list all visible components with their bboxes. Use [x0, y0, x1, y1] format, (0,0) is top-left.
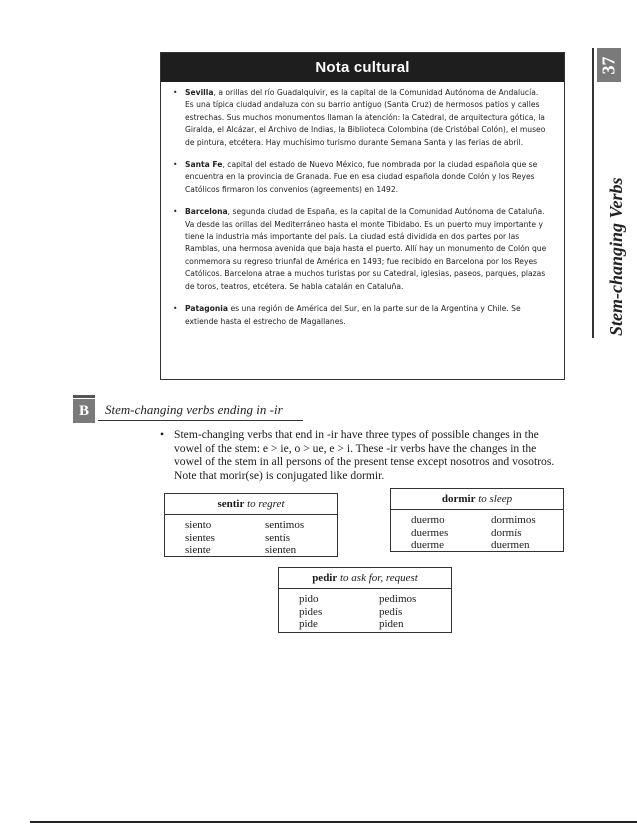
form-nosotros: dormimos: [491, 514, 536, 526]
page-bottom-rule: [30, 821, 637, 823]
conjugation-table-pedir: [278, 567, 452, 633]
side-divider: [592, 48, 594, 338]
chapter-number: 37: [598, 56, 619, 74]
nota-item-term: Santa Fe: [185, 160, 223, 170]
form-ellos: piden: [379, 618, 404, 631]
chapter-title: Stem-changing Verbs: [606, 177, 626, 336]
verb-meaning: to regret: [247, 498, 285, 510]
form-vosotros: sentís: [265, 531, 291, 544]
nota-item-text: , capital del estado de Nuevo México, fue nombrada por la ciudad española que se encuentra en la provincia de Granada. Fue en esa ciudad española donde Colón y los Reyes Católicos firmaron los convenios (agreements) en 1492.: [185, 160, 538, 194]
form-nosotros: pedimos: [379, 593, 417, 605]
form-yo: duermo: [411, 514, 445, 526]
form-el: siente: [185, 544, 211, 557]
nota-item-barcelona: [173, 206, 548, 293]
section-title: Stem-changing verbs ending in -ir: [105, 402, 283, 417]
plural-forms: [491, 514, 536, 552]
section-marker-bar: [73, 395, 95, 398]
bullet-icon: •: [173, 160, 178, 170]
plural-forms: [265, 519, 304, 557]
form-tu: sientes: [185, 531, 215, 544]
table-header: [279, 568, 451, 589]
verb-meaning: to ask for, request: [340, 572, 418, 584]
form-el: pide: [299, 618, 318, 631]
bullet-icon: •: [173, 207, 178, 217]
bullet-icon: •: [173, 304, 178, 314]
table-header: [165, 494, 337, 515]
nota-item-sevilla: [173, 87, 548, 149]
table-header: [391, 489, 563, 510]
section-explanation-text: Stem-changing verbs that end in -ir have three types of possible changes in the vowel of the stem: e > ie, o > ue, e > i. These -ir verbs have the changes in the vowel of the stem in all persons of the present tense except nosotros and vosotros. Note that morir(se) is conjugated like dormir.: [174, 428, 555, 482]
nota-item-patagonia: [173, 303, 548, 328]
bullet-icon: •: [160, 428, 165, 441]
nota-cultural-box: [160, 52, 565, 380]
singular-forms: [299, 593, 322, 631]
form-ellos: duermen: [491, 539, 530, 552]
nota-cultural-title: Nota cultural: [161, 53, 564, 82]
conjugation-table-sentir: [164, 493, 338, 557]
form-el: duerme: [411, 539, 444, 552]
nota-item-term: Barcelona: [185, 207, 228, 217]
section-letter: B: [73, 399, 95, 423]
nota-item-santa-fe: [173, 159, 548, 196]
nota-item-text: es una región de América del Sur, en la parte sur de la Argentina y Chile. Se extiende hasta el estrecho de Magallanes.: [185, 304, 521, 326]
form-nosotros: sentimos: [265, 519, 305, 531]
singular-forms: [185, 519, 215, 557]
nota-cultural-list: [173, 87, 548, 338]
nota-item-text: , segunda ciudad de España, es la capital de la Comunidad Autónoma de Cataluña. Va desde las orillas del Mediterráneo hasta el monte Tibidabo. Es un puerto muy importante y tiene la industria más importante del país. La ciudad está dividida en dos partes por las Ramblas, una hermosa avenida que baja hasta el puerto. Allí hay un monumento de Colón que conmemora su regreso triunfal de América en 1493; fue recibido en Barcelona por los Reyes Católicos. Barcelona atrae a muchos turistas por su Catedral, iglesias, paseos, parques, plazas de toros, teatros, etcétera. Se habla catalán en Cataluña.: [185, 207, 547, 291]
verb-name: pedir: [312, 572, 338, 584]
plural-forms: [379, 593, 416, 631]
form-tu: duermes: [411, 526, 449, 539]
bullet-icon: •: [173, 88, 178, 97]
singular-forms: [411, 514, 448, 552]
nota-item-term: Patagonia: [185, 304, 229, 314]
verb-meaning: to sleep: [478, 493, 513, 505]
form-vosotros: pedís: [379, 605, 403, 618]
verb-name: sentir: [217, 498, 245, 510]
form-ellos: sienten: [265, 544, 297, 557]
form-vosotros: dormís: [491, 526, 522, 539]
conjugation-table-dormir: [390, 488, 564, 552]
chapter-number-badge: [597, 48, 621, 82]
nota-item-term: Sevilla: [185, 88, 214, 97]
section-explanation: [160, 428, 560, 482]
nota-item-text: , a orillas del río Guadalquivir, es la capital de la Comunidad Autónoma de Andalucía. Es una típica ciudad andaluza con su barrio antiguo (Santa Cruz) de hermosos patios y calles estrechas. Sus muchos monumentos llaman la atención: la Catedral, de arquitectura gótica, la Giralda, el Alcázar, el Archivo de Indias, la Biblioteca Colombina (de Cristóbal Colón), el museo de pintura, etcétera. Hay muchísimo turismo durante Semana Santa y las ferias de abril.: [185, 88, 546, 147]
form-yo: pido: [299, 593, 319, 605]
section-title-rule: [98, 420, 303, 421]
verb-name: dormir: [441, 493, 476, 505]
form-yo: siento: [185, 519, 212, 531]
form-tu: pides: [299, 605, 323, 618]
